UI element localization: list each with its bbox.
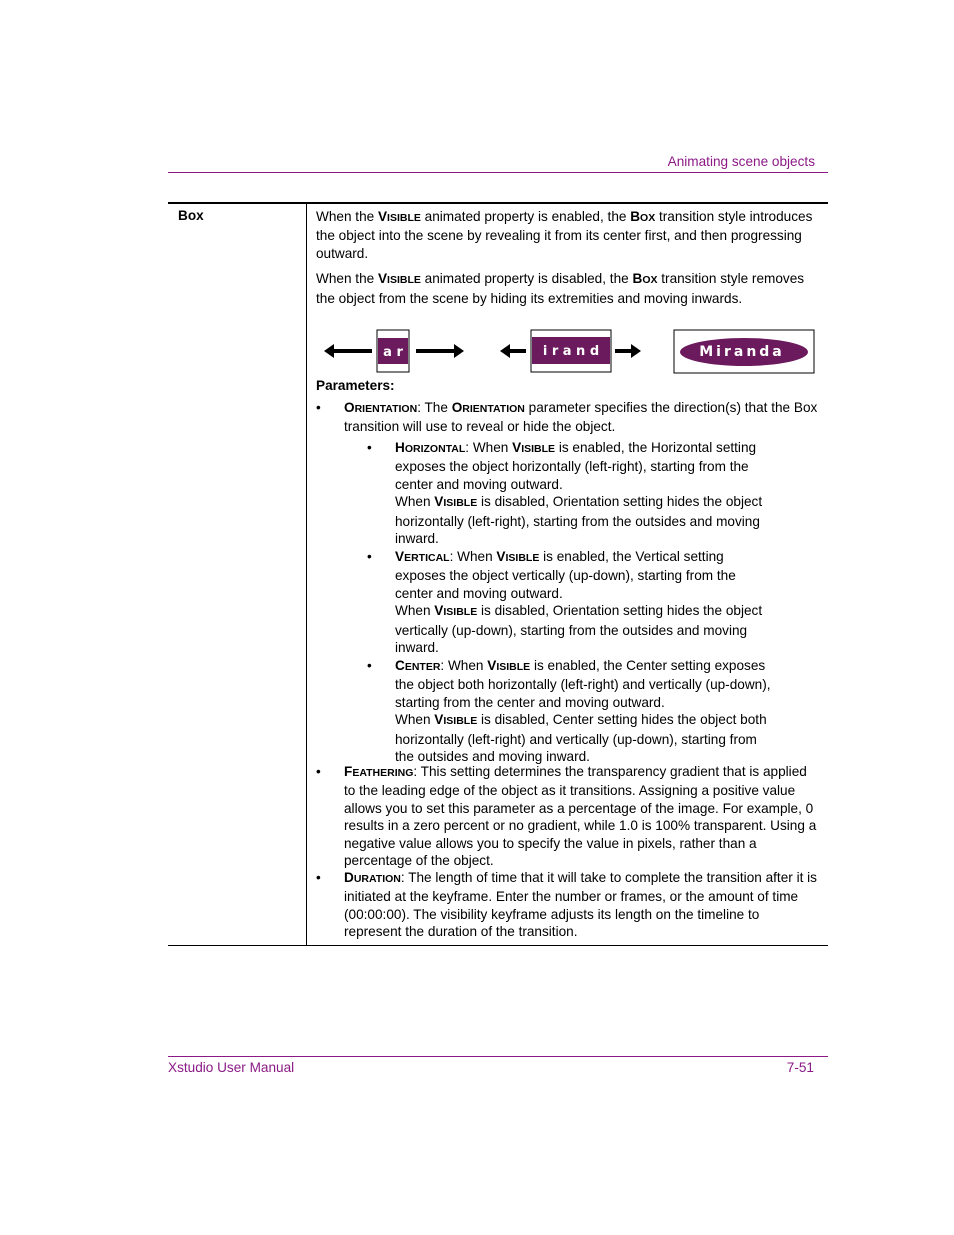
box-keyword: BOX bbox=[632, 271, 658, 287]
text-run: transition style removes the object from the scene by hiding its extremities and moving inwards. bbox=[316, 271, 805, 306]
vertical-keyword: VERTICAL bbox=[395, 549, 450, 564]
orientation-bullet: • ORIENTATION: The ORIENTATION parameter specifies the direction(s) that the Box transition will use to reveal or hide the object. bbox=[316, 400, 818, 435]
bullet-dot: • bbox=[316, 870, 321, 885]
visible-keyword: VISIBLE bbox=[377, 209, 421, 224]
left-arrow-icon bbox=[324, 344, 372, 358]
footer-rule bbox=[168, 1056, 828, 1057]
duration-keyword: DURATION bbox=[344, 870, 401, 885]
bullet-dot: • bbox=[367, 549, 372, 564]
running-header-title: Animating scene objects bbox=[667, 154, 815, 169]
enabled-paragraph bbox=[316, 208, 818, 262]
bullet-dot: • bbox=[367, 658, 372, 673]
vertical-subbullet: • VERTICAL: When VISIBLE is enabled, the Vertical setting exposes the object vertically (up-down), starting from the center and moving outward. When VISIBLE is disabled, Orientation setting hides the object vertically (up-down), starting from the outsides and moving inward. bbox=[367, 549, 763, 656]
box-keyword: BOX bbox=[630, 209, 656, 224]
text-run: When the bbox=[316, 209, 378, 224]
transition-frame-middle bbox=[500, 330, 641, 372]
bullet-dot: • bbox=[316, 400, 321, 415]
table-term: Box bbox=[178, 208, 204, 223]
bullet-dot: • bbox=[367, 440, 372, 455]
right-arrow-icon bbox=[615, 344, 641, 358]
bullet-dot: • bbox=[316, 764, 321, 779]
horizontal-keyword: HORIZONTAL bbox=[395, 440, 466, 455]
miranda-logo: Miranda bbox=[699, 344, 785, 360]
horizontal-subbullet: • HORIZONTAL: When VISIBLE is enabled, the Horizontal setting exposes the object horizontally (left-right), starting from the center and moving outward. When VISIBLE is disabled, Orientation setting hides the object horizontally (left-right), starting from the outsides and moving inward. bbox=[367, 440, 763, 547]
table-top-rule bbox=[168, 202, 828, 204]
footer-page-number: 7-51 bbox=[786, 1060, 814, 1075]
right-arrow-icon bbox=[416, 344, 464, 358]
transition-frame-start bbox=[324, 330, 464, 372]
parameters-heading: Parameters: bbox=[316, 378, 395, 393]
center-subbullet: • CENTER: When VISIBLE is enabled, the Center setting exposes the object both horizontally (left-right) and vertically (up-down), starting from the center and moving outward. When VISIBLE is disabled, Center setting hides the object both horizontally (left-right) and vertically (up-down), starting from the outsides and moving inward. bbox=[367, 658, 771, 765]
feathering-keyword: FEATHERING bbox=[344, 764, 414, 779]
box-transition-illustration bbox=[316, 328, 818, 376]
text-run: When the bbox=[316, 271, 378, 287]
orientation-keyword: ORIENTATION bbox=[344, 400, 418, 415]
center-keyword: CENTER bbox=[395, 658, 441, 673]
table-description bbox=[316, 208, 818, 315]
table-column-divider bbox=[306, 204, 307, 945]
header-rule bbox=[168, 172, 828, 173]
footer-manual-title: Xstudio User Manual bbox=[168, 1060, 295, 1075]
visible-keyword: VISIBLE bbox=[377, 271, 421, 287]
feathering-bullet: • FEATHERING: This setting determines the transparency gradient that is applied to the leading edge of the object as it transitions. Assigning a positive value allows you to set this parameter as a percentage of the image. For example, 0 results in a zero percent or no gradient, while 1.0 is 100% transparent. Using a negative value allows you to specify the value in pixels, rather than a percentage of the object. bbox=[316, 764, 817, 869]
frame2-text: i r a n d bbox=[542, 344, 600, 359]
duration-bullet: • DURATION: The length of time that it will take to complete the transition after it is initiated at the keyframe. Enter the number or frames, or the amount of time (00:00:00). The visibility keyframe adjusts its length on the timeline to represent the duration of the transition. bbox=[316, 870, 817, 940]
text-run: animated property is disabled, the bbox=[420, 271, 633, 287]
table-bottom-rule bbox=[168, 945, 828, 946]
frame1-text: a r bbox=[383, 345, 403, 360]
text-run: transition style introduces the object into the scene by revealing it from its center first, and then progressing outward. bbox=[316, 209, 813, 261]
text-run: animated property is enabled, the bbox=[420, 209, 631, 224]
disabled-paragraph bbox=[316, 270, 818, 307]
left-arrow-icon bbox=[500, 344, 526, 358]
transition-frame-end bbox=[674, 330, 814, 373]
